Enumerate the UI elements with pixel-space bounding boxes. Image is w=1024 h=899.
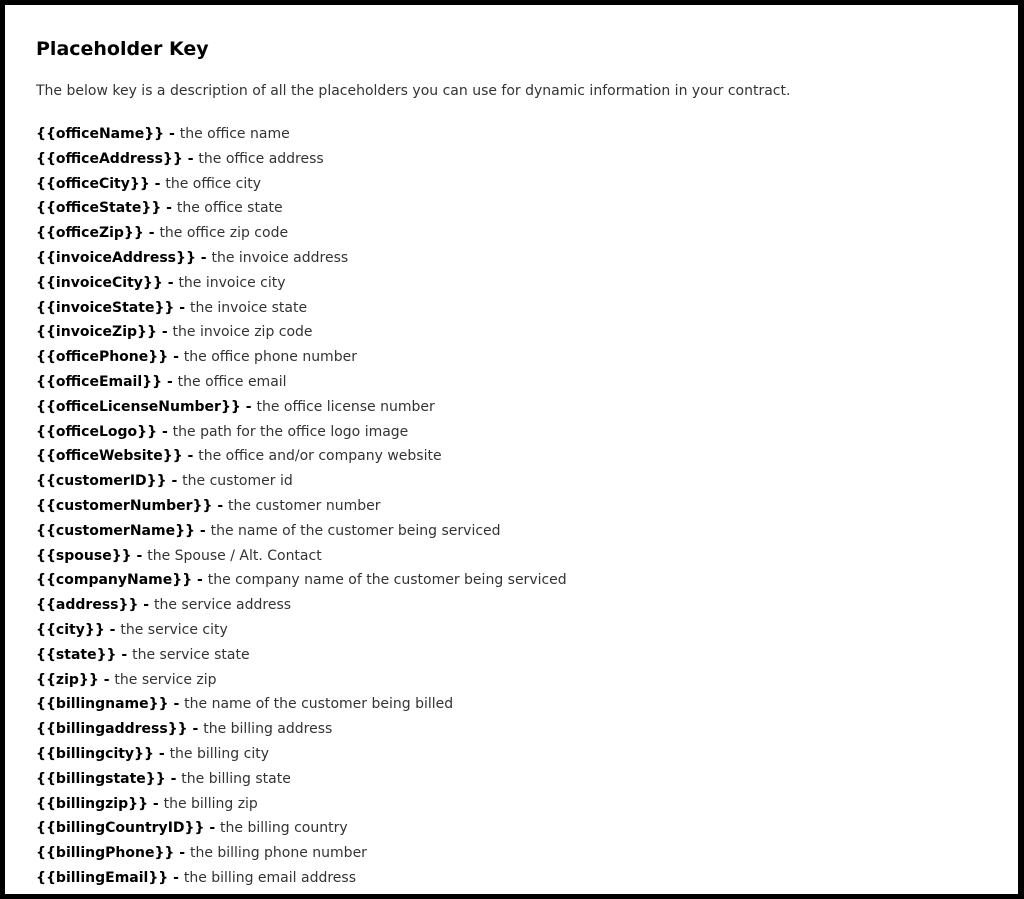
placeholder-item [36,866,567,891]
placeholder-item [36,395,567,420]
placeholder-separator: - [187,721,204,738]
placeholder-description: the service address [154,597,292,614]
placeholder-key: {{officeLicenseNumber}} [36,398,241,415]
placeholder-separator: - [161,200,177,217]
placeholder-key: {{zip}} [36,671,99,688]
placeholder-description: the office address [198,150,324,167]
placeholder-key: {{billingPhone}} [36,845,175,862]
placeholder-description: the service state [132,646,250,663]
placeholder-description: the office phone number [183,349,357,366]
placeholder-item [36,147,567,172]
placeholder-description: the billing email address [183,869,356,886]
placeholder-description: the Spouse / Alt. Contact [147,547,322,564]
placeholder-description: the billing zip [163,795,258,812]
placeholder-key: {{customerID}} [36,473,167,490]
placeholder-item [36,296,567,321]
placeholder-separator: - [154,745,170,762]
placeholder-key: {{billingname}} [36,696,169,713]
placeholder-separator: - [98,671,115,688]
placeholder-key: {{invoiceState}} [36,299,175,316]
placeholder-description: the billing state [181,770,291,787]
placeholder-description: the office state [176,200,283,217]
placeholder-key: {{customerName}} [36,522,196,539]
placeholder-description: the office city [165,175,262,192]
placeholder-separator: - [157,423,173,440]
placeholder-item [36,420,567,445]
placeholder-key: {{companyName}} [36,572,193,589]
placeholder-description: the office license number [256,398,435,415]
placeholder-item [36,692,567,717]
placeholder-item [36,271,567,296]
page-title: Placeholder Key [36,38,209,60]
placeholder-key: {{invoiceZip}} [36,324,157,341]
placeholder-separator: - [162,274,179,291]
placeholder-separator: - [164,126,180,142]
placeholder-separator: - [182,150,199,167]
placeholder-description: the customer number [228,497,381,514]
placeholder-key: {{invoiceAddress}} [36,249,196,266]
placeholder-separator: - [192,572,208,589]
placeholder-key: {{state}} [36,646,117,663]
placeholder-key: {{officeName}} [36,126,165,142]
placeholder-description: the office zip code [159,225,289,242]
placeholder-separator: - [174,845,190,862]
placeholder-description: the customer id [182,473,293,490]
placeholder-key: {{billingEmail}} [36,869,169,886]
placeholder-separator: - [149,175,166,192]
placeholder-item [36,792,567,817]
placeholder-separator: - [162,373,178,390]
placeholder-key: {{customerNumber}} [36,497,213,514]
placeholder-item [36,370,567,395]
placeholder-key: {{billingstate}} [36,770,166,787]
placeholder-description: the billing country [220,820,348,837]
placeholder-key: {{address}} [36,597,139,614]
content-panel [5,5,1018,894]
placeholder-separator: - [116,646,133,663]
placeholder-key: {{billingaddress}} [36,721,188,738]
placeholder-separator: - [138,597,154,614]
intro-text: The below key is a description of all the placeholders you can use for dynamic information in your contract. [36,83,791,99]
placeholder-item [36,320,567,345]
placeholder-item [36,767,567,792]
placeholder-item [36,444,567,469]
placeholder-description: the billing address [203,721,333,738]
placeholder-key: {{city}} [36,621,105,638]
placeholder-key: {{officeWebsite}} [36,448,183,465]
placeholder-item [36,469,567,494]
placeholder-key: {{invoiceCity}} [36,274,163,291]
placeholder-item [36,841,567,866]
placeholder-description: the billing city [169,745,270,762]
placeholder-key: {{billingzip}} [36,795,149,812]
placeholder-separator: - [168,696,185,713]
placeholder-description: the office and/or company website [198,448,442,465]
placeholder-item [36,172,567,197]
placeholder-description: the path for the office logo image [172,423,409,440]
placeholder-item [36,593,567,618]
placeholder-description: the name of the customer being billed [184,696,454,713]
placeholder-separator: - [165,770,182,787]
placeholder-description: the office name [179,126,290,142]
placeholder-item [36,643,567,668]
placeholder-item [36,122,567,147]
placeholder-key: {{officeLogo}} [36,423,158,440]
placeholder-description: the service zip [114,671,217,688]
placeholder-description: the company name of the customer being serviced [207,572,567,589]
placeholder-key: {{billingCountryID}} [36,820,205,837]
placeholder-item [36,221,567,246]
placeholder-separator: - [240,398,257,415]
placeholder-key-list [36,122,567,891]
placeholder-description: the service city [120,621,228,638]
placeholder-separator: - [104,621,121,638]
placeholder-separator: - [166,473,183,490]
placeholder-key: {{officeCity}} [36,175,150,192]
placeholder-key: {{officeState}} [36,200,162,217]
placeholder-description: the billing phone number [189,845,367,862]
placeholder-separator: - [204,820,221,837]
placeholder-item [36,246,567,271]
placeholder-separator: - [168,349,184,366]
placeholder-item [36,742,567,767]
placeholder-key: {{officeAddress}} [36,150,183,167]
placeholder-separator: - [131,547,148,564]
placeholder-description: the invoice state [189,299,308,316]
placeholder-separator: - [182,448,199,465]
placeholder-key: {{spouse}} [36,547,132,564]
placeholder-separator: - [143,225,160,242]
placeholder-separator: - [174,299,190,316]
placeholder-item [36,568,567,593]
placeholder-item [36,345,567,370]
placeholder-key: {{billingcity}} [36,745,154,762]
placeholder-description: the name of the customer being serviced [210,522,501,539]
placeholder-separator: - [156,324,173,341]
placeholder-key: {{officePhone}} [36,349,169,366]
placeholder-separator: - [212,497,229,514]
placeholder-separator: - [148,795,164,812]
placeholder-separator: - [195,522,211,539]
placeholder-item [36,618,567,643]
placeholder-key: {{officeZip}} [36,225,144,242]
placeholder-item [36,519,567,544]
placeholder-description: the invoice zip code [172,324,313,341]
placeholder-item [36,816,567,841]
placeholder-separator: - [195,249,212,266]
placeholder-description: the office email [177,373,287,390]
placeholder-description: the invoice city [178,274,286,291]
placeholder-item [36,494,567,519]
placeholder-key: {{officeEmail}} [36,373,163,390]
placeholder-item [36,668,567,693]
placeholder-item [36,196,567,221]
placeholder-item [36,717,567,742]
placeholder-item [36,544,567,569]
placeholder-description: the invoice address [211,249,349,266]
placeholder-separator: - [168,869,184,886]
